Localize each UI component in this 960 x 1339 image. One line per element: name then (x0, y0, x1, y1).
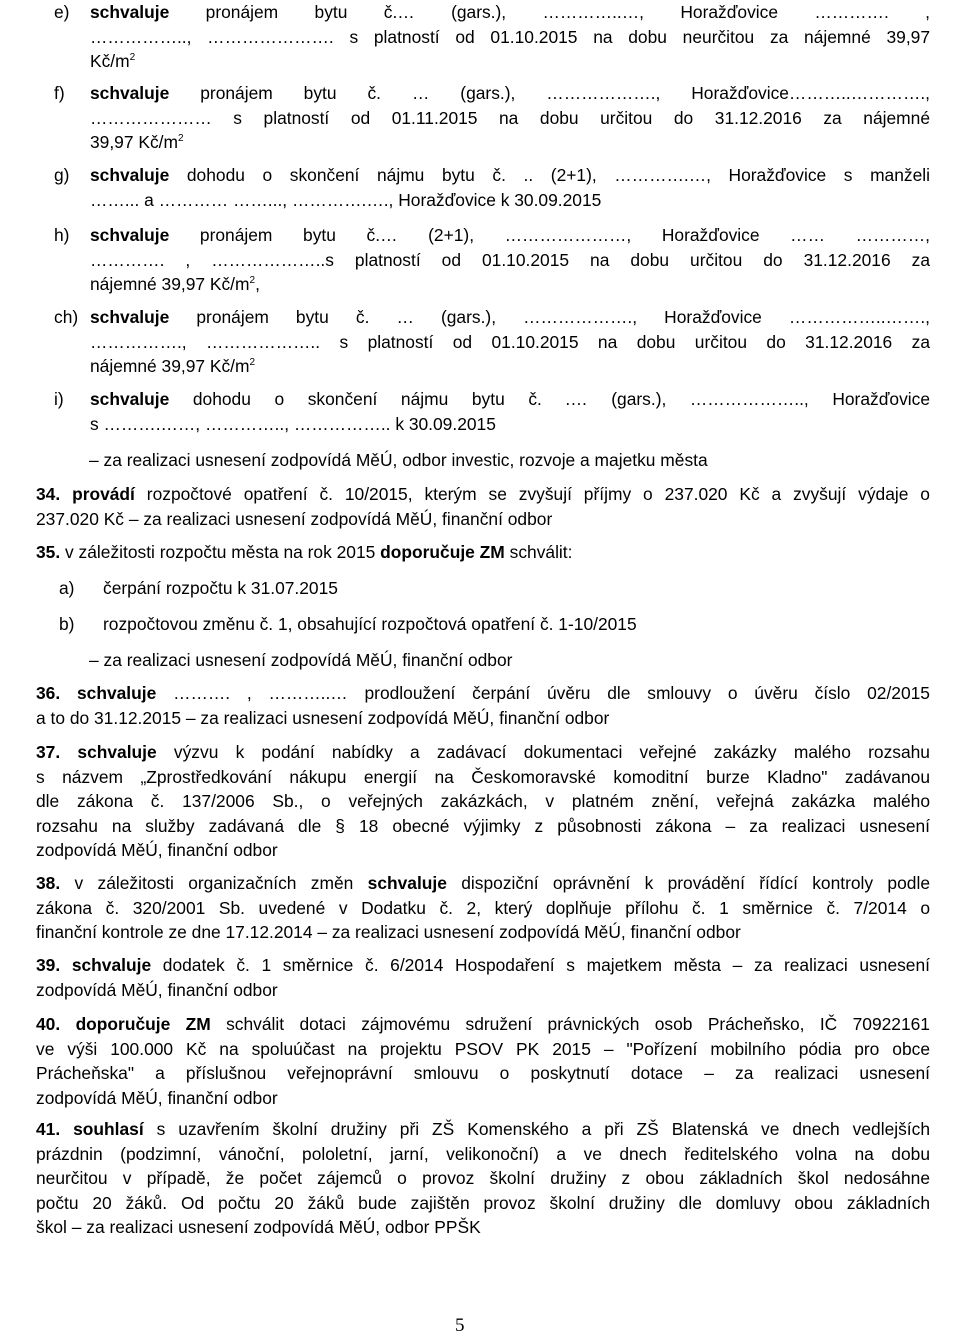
item-line: 34. provádí rozpočtové opatření č. 10/2015, kterým se zvyšují příjmy o 237.020 Kč a zvyšují výdaje o (36, 484, 930, 504)
item-line: 39. schvaluje dodatek č. 1 směrnice č. 6/2014 Hospodaření s majetkem města – za realizaci usnesení (36, 955, 930, 975)
item-line: nájemné 39,97 $Kč/m^2$ (90, 356, 256, 376)
resolution-41 (36, 1117, 930, 1240)
item-line: 38. v záležitosti organizačních změn schvaluje dispoziční oprávnění k provádění řídící kontroly podle (36, 873, 930, 893)
item-line: ve výši 100.000 Kč na spoluúčast na projektu PSOV PK 2015 – "Pořízení mobilního pódia pro obce (36, 1038, 930, 1059)
item-line: rozsahu na služby zadávaná dle § 18 obecné výjimky z působnosti zákona – za realizaci usnesení (36, 815, 930, 836)
item-line: schvaluje pronájem bytu č.… (gars.), …………..…, Horažďovice …………. , (90, 2, 930, 22)
verb: schvaluje (76, 683, 157, 703)
item-line: 35. v záležitosti rozpočtu města na rok 2015 doporučuje ZM schválit: (36, 542, 573, 562)
resolution-36 (36, 681, 930, 730)
item-line: schvaluje pronájem bytu č.… (2+1), …………………, Horažďovice …… …………, (90, 225, 930, 245)
item-line: dle zákona č. 137/2006 Sb., o veřejných zakázkách, v platném znění, veřejná zakázka malého (36, 791, 930, 811)
item-line: schvaluje pronájem bytu č. … (gars.), ………………., Horažďovice ……………..……., (90, 307, 930, 327)
resolution-38 (36, 871, 930, 945)
item-line: prázdnin (podzimní, vánoční, pololetní, jarní, velikonoční) a ve dnech ředitelského volna na dobu (36, 1143, 930, 1164)
verb: souhlasí (73, 1119, 144, 1139)
item-line: 39,97 $Kč/m^2$ (90, 132, 184, 152)
resolution-number: 37. (36, 742, 61, 762)
item-line: Prácheňska" a příslušnou veřejnoprávní smlouvu o poskytnutí dotace – za realizaci usnesení (36, 1063, 930, 1083)
sub-item-b: b) rozpočtovou změnu č. 1, obsahující rozpočtová opatření č. 1-10/2015 (59, 614, 637, 634)
item-line: finanční kontrole ze dne 17.12.2014 – za realizaci usnesení zodpovídá MěÚ, finanční odbor (36, 922, 741, 942)
resolution-number: 34. (36, 484, 61, 504)
resolution-37 (36, 740, 930, 863)
item-line: schvaluje dohodu o skončení nájmu bytu č. .. (2+1), ………….…, Horažďovice s manželi (90, 165, 930, 185)
item-g (54, 163, 930, 212)
item-line: 37. schvaluje výzvu k podání nabídky a zadávací dokumentaci veřejné zakázky malého rozsahu (36, 742, 930, 762)
verb: doporučuje ZM (75, 1014, 211, 1034)
item-label: ch) (54, 307, 79, 327)
item-line: $Kč/m^2$ (90, 51, 136, 71)
item-line: 237.020 Kč – za realizaci usnesení zodpovídá MěÚ, finanční odbor (36, 508, 553, 529)
page-number: 5 (455, 1315, 465, 1336)
item-line: zodpovídá MěÚ, finanční odbor (36, 1087, 278, 1108)
item-i (54, 387, 930, 436)
responsibility-line: – za realizaci usnesení zodpovídá MěÚ, finanční odbor (89, 650, 513, 670)
item-label: h) (54, 225, 70, 245)
item-line: schvaluje dohodu o skončení nájmu bytu č. .… (gars.), ……………….., Horažďovice (90, 389, 930, 409)
item-h (54, 223, 930, 297)
item-line: zodpovídá MěÚ, finanční odbor (36, 840, 278, 860)
item-line: 36. schvaluje ………. , ………..… prodloužení čerpání úvěru dle smlouvy o úvěru číslo 02/2015 (36, 683, 930, 703)
resolution-number: 40. (36, 1014, 61, 1034)
item-f (54, 81, 930, 155)
item-line: a to do 31.12.2015 – za realizaci usnesení zodpovídá MěÚ, finanční odbor (36, 707, 610, 728)
item-label: e) (54, 2, 70, 22)
item-line: ……... a ………… ……..., ………….…., Horažďovice k 30.09.2015 (90, 189, 602, 210)
verb: schvaluje (367, 873, 447, 893)
item-line: s ……….……, ………….., …………….. k 30.09.2015 (90, 413, 496, 434)
item-line: ……………., ……………….. s platností od 01.10.2015 na dobu určitou do 31.12.2016 za (90, 331, 930, 352)
resolution-number: 36. (36, 683, 61, 703)
item-line: schvaluje pronájem bytu č. … (gars.), ………………., Horažďovice………..…………., (90, 83, 930, 103)
resolution-number: 39. (36, 955, 61, 975)
resolution-number: 38. (36, 873, 61, 893)
verb: schvaluje (77, 742, 157, 762)
resolution-34 (36, 482, 930, 531)
item-line: zodpovídá MěÚ, finanční odbor (36, 979, 278, 1000)
item-line: zákona č. 320/2001 Sb. uvedené v Dodatku č. 2, který doplňuje přílohu č. 1 směrnice č. 7/2014 o (36, 897, 930, 918)
item-line: ………………… s platností od 01.11.2015 na dobu určitou do 31.12.2016 za nájemné (90, 107, 930, 128)
verb: doporučuje ZM (380, 542, 505, 562)
resolution-40 (36, 1012, 930, 1110)
resolution-35 (36, 540, 930, 565)
verb: schvaluje (71, 955, 152, 975)
item-line: nájemné 39,97 $Kč/m^2$, (90, 274, 260, 294)
item-label: i) (54, 389, 64, 409)
item-line: počtu 20 žáků. Od počtu 20 žáků bude zajištěn provoz školní družiny dle domluvy obou základních (36, 1192, 930, 1213)
item-label: g) (54, 165, 70, 185)
resolution-39 (36, 953, 930, 1002)
verb: schvaluje (90, 83, 170, 103)
verb: schvaluje (90, 2, 170, 22)
item-line: …………. , ………………..s platností od 01.10.2015 na dobu určitou do 31.12.2016 za (90, 249, 930, 270)
verb: schvaluje (90, 307, 170, 327)
item-line: škol – za realizaci usnesení zodpovídá MěÚ, odbor PPŠK (36, 1217, 481, 1237)
item-line: 40. doporučuje ZM schválit dotaci zájmovému sdružení právnických osob Prácheňsko, IČ 70922161 (36, 1014, 930, 1034)
item-line: 41. souhlasí s uzavřením školní družiny při ZŠ Komenského a při ZŠ Blatenská ve dnech vedlejších (36, 1119, 930, 1139)
item-line: s názvem „Zprostředkování nákupu energií na Českomoravské komoditní burze Kladno" zadávanou (36, 766, 930, 787)
verb: schvaluje (90, 165, 170, 185)
resolution-number: 35. (36, 542, 61, 562)
item-label: f) (54, 83, 65, 103)
verb: schvaluje (90, 225, 170, 245)
item-line: neurčitou v případě, že počet zájemců o provoz školní družiny z obou základních škol nedosáhne (36, 1168, 930, 1188)
verb: provádí (72, 484, 135, 504)
responsibility-line: – za realizaci usnesení zodpovídá MěÚ, odbor investic, rozvoje a majetku města (89, 450, 708, 470)
item-ch (54, 305, 930, 379)
item-e (54, 0, 930, 74)
item-line: …………….., …………………. s platností od 01.10.2015 na dobu neurčitou za nájemné 39,97 (90, 26, 930, 47)
sub-item-a: a) čerpání rozpočtu k 31.07.2015 (59, 578, 338, 598)
resolution-number: 41. (36, 1119, 61, 1139)
verb: schvaluje (90, 389, 170, 409)
